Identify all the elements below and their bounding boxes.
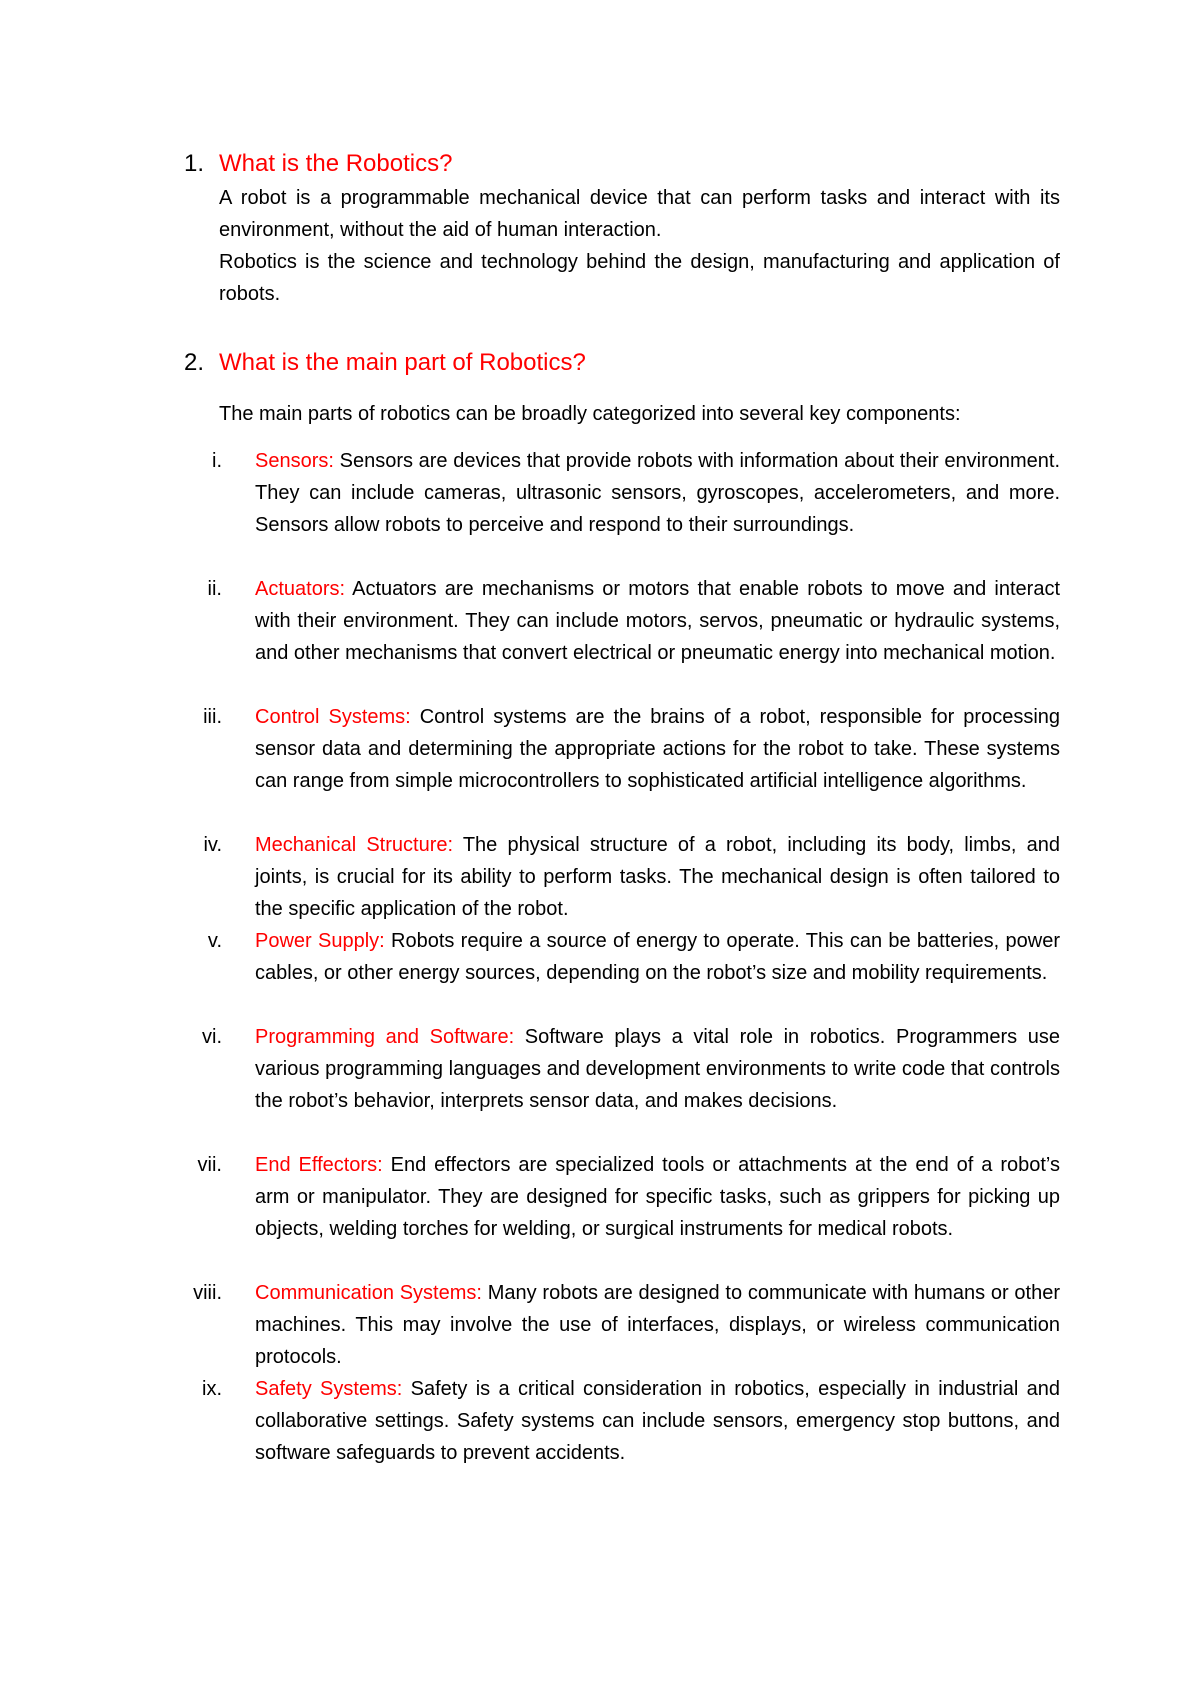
section-1-heading <box>184 149 452 179</box>
list-item-description: Robots require a source of energy to operate. This can be batteries, power cables, or other energy sources, depending on the robot’s size and mobility requirements. <box>255 930 1060 984</box>
list-item-text <box>255 1021 1060 1117</box>
section-1-number: 1. <box>184 150 205 177</box>
list-item-description: Many robots are designed to communicate with humans or other machines. This may involve the use of interfaces, displays, or wireless communication protocols. <box>255 1282 1060 1368</box>
list-item-text <box>255 1277 1060 1373</box>
list-item-text <box>255 573 1060 669</box>
section-2-title: What is the main part of Robotics? <box>219 349 586 376</box>
list-item-term: Mechanical Structure: <box>255 834 454 856</box>
list-item-text <box>255 445 1060 541</box>
list-item-numeral: iii. <box>203 706 222 728</box>
section-2-number: 2. <box>184 349 205 376</box>
list-item-term: Actuators: <box>255 578 346 600</box>
list-item-numeral: v. <box>207 930 222 952</box>
list-item-text <box>255 925 1060 989</box>
list-item-term: Control Systems: <box>255 706 411 728</box>
list-item-term: Sensors: <box>255 450 334 472</box>
section-1-title: What is the Robotics? <box>219 150 453 177</box>
list-item-numeral: i. <box>212 450 222 472</box>
list-item-description: Control systems are the brains of a robot, responsible for processing sensor data and determining the appropriate actions for the robot to take. These systems can range from simple microcontrollers to sophisticated artificial intelligence algorithms. <box>255 706 1061 792</box>
list-item-description: Sensors are devices that provide robots with information about their environment. They can include cameras, ultrasonic sensors, gyroscopes, accelerometers, and more. Sensors allow robots to perceive and respond to their surroundings. <box>255 450 1060 536</box>
list-item-term: End Effectors: <box>255 1154 383 1176</box>
list-item-text <box>255 1149 1060 1245</box>
list-item-term: Communication Systems: <box>255 1282 482 1304</box>
section-2-intro: The main parts of robotics can be broadly categorized into several key components: <box>219 403 961 425</box>
list-item-text <box>255 829 1060 925</box>
list-item-description: Software plays a vital role in robotics. Programmers use various programming languages and development environments to write code that controls the robot’s behavior, interprets sensor data, and makes decisions. <box>255 1026 1060 1112</box>
section-1-paragraph-1: A robot is a programmable mechanical device that can perform tasks and interact with its environment, without the aid of human interaction. <box>219 187 1060 241</box>
list-item-description: End effectors are specialized tools or attachments at the end of a robot’s arm or manipulator. They are designed for specific tasks, such as grippers for picking up objects, welding torches for welding, or surgical instruments for medical robots. <box>255 1154 1060 1240</box>
list-item-text <box>255 701 1060 797</box>
list-item-numeral: viii. <box>193 1282 222 1304</box>
list-item-numeral: iv. <box>203 834 222 856</box>
list-item-numeral: ix. <box>202 1378 222 1400</box>
list-item-numeral: vi. <box>202 1026 222 1048</box>
list-item-numeral: ii. <box>207 578 222 600</box>
list-item-numeral: vii. <box>197 1154 222 1176</box>
list-item-description: The physical structure of a robot, including its body, limbs, and joints, is crucial for its ability to perform tasks. The mechanical design is often tailored to the specific application of the robot. <box>255 834 1060 920</box>
section-1-paragraph-2: Robotics is the science and technology behind the design, manufacturing and application of robots. <box>219 251 1060 305</box>
list-item-description: Actuators are mechanisms or motors that enable robots to move and interact with their environment. They can include motors, servos, pneumatic or hydraulic systems, and other mechanisms that convert electrical or pneumatic energy into mechanical motion. <box>255 578 1060 664</box>
list-item-text <box>255 1373 1060 1469</box>
list-item-term: Safety Systems: <box>255 1378 403 1400</box>
list-item-term: Power Supply: <box>255 930 385 952</box>
list-item-term: Programming and Software: <box>255 1026 515 1048</box>
list-item-description: Safety is a critical consideration in robotics, especially in industrial and collaborative settings. Safety systems can include sensors, emergency stop buttons, and software safeguards to prevent accidents. <box>255 1378 1060 1464</box>
section-2-heading <box>184 348 586 378</box>
